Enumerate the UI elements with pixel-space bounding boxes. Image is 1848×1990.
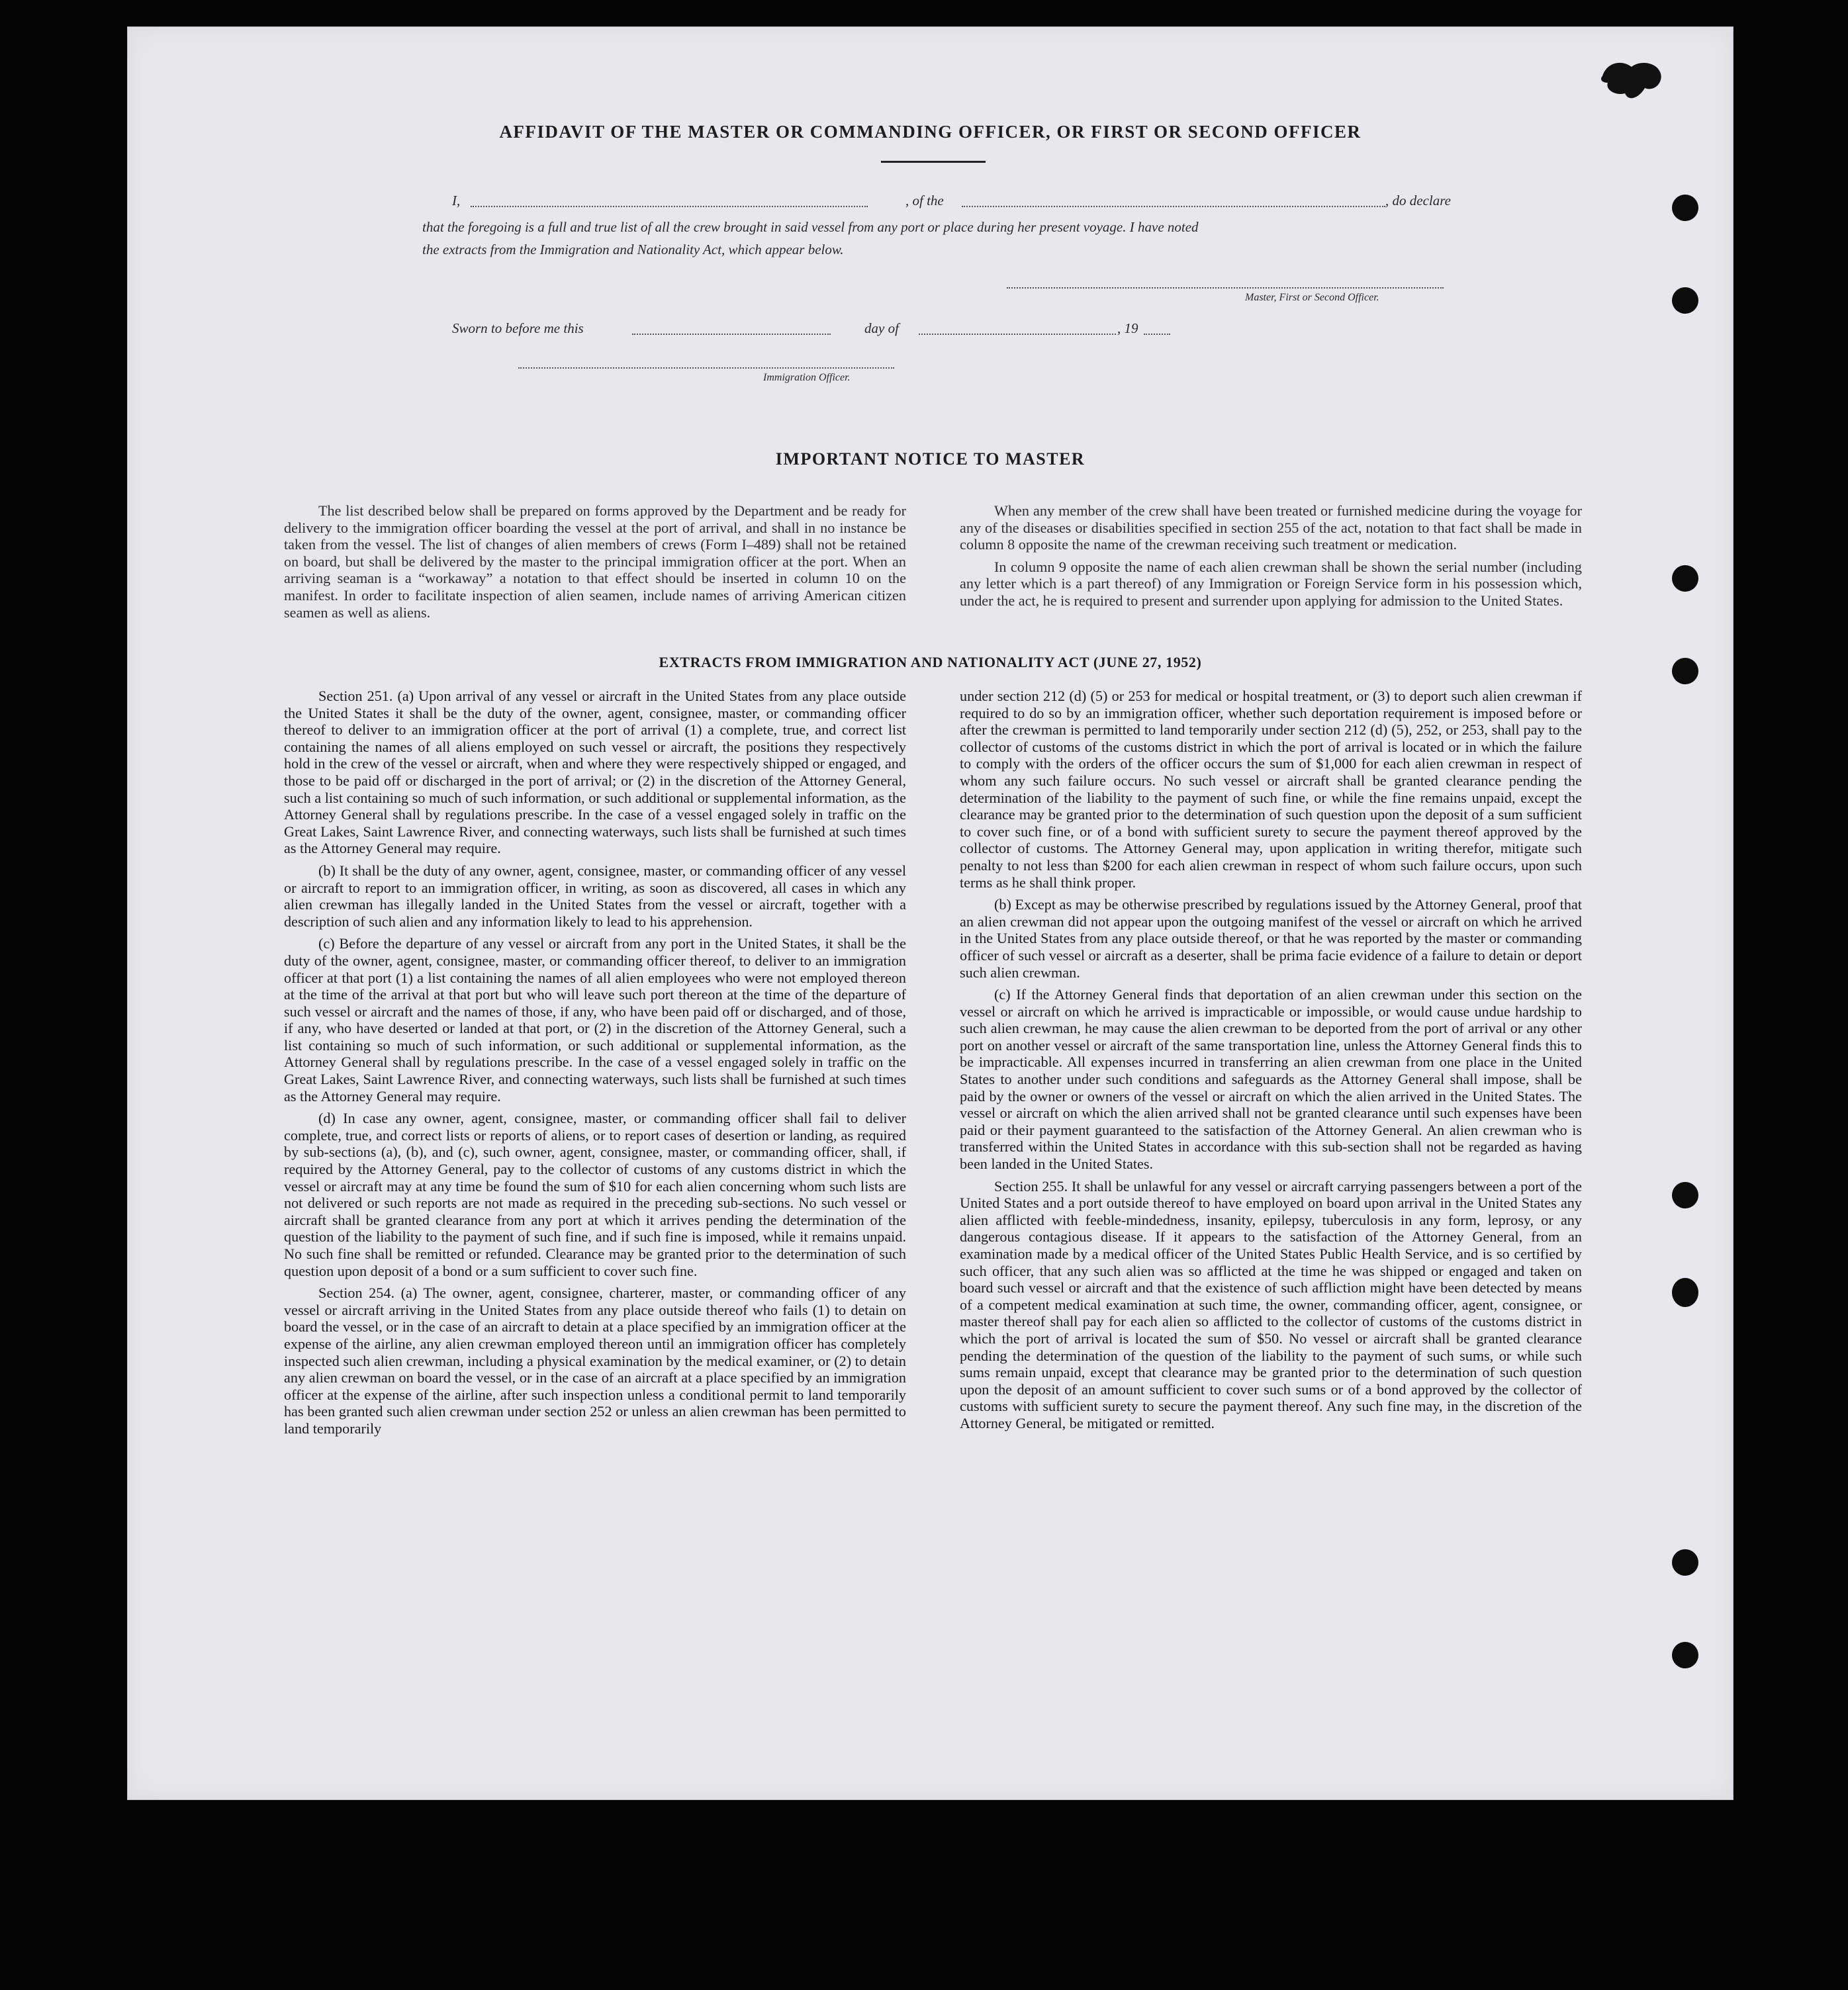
- section-251-b: (b) It shall be the duty of any owner, agent, consignee, master, or commanding officer of any vessel or aircraft to report to an immigration officer, in writing, as soon as discovered, all cases in which any alien crewman has illegally landed in the United States from the vessel or aircraft, together with a description of such alien and any information likely to lead to his apprehension.: [284, 862, 906, 930]
- sworn-year-field[interactable]: [1144, 334, 1170, 335]
- notice-right-column: [960, 502, 1582, 615]
- notice-title: IMPORTANT NOTICE TO MASTER: [775, 449, 1086, 469]
- section-251-a: Section 251. (a) Upon arrival of any vessel or aircraft in the United States from any place outside the United States it shall be the duty of the owner, agent, consignee, master, or commanding officer thereof to deliver to an immigration officer at the port of arrival (1) a complete, true, and correct list containing the names of all aliens employed on such vessel or aircraft, the positions they respectively hold in the crew of the vessel or aircraft, when and where they were respectively shipped or engaged, and those to be paid off or discharged in the port of arrival; or (2) in the discretion of the Attorney General, such a list containing so much of such information, or such additional or supplemental information, as the Attorney General shall by regulations prescribe. In the case of a vessel engaged solely in traffic on the Great Lakes, Saint Lawrence River, and connecting waterways, such lists shall be furnished at such times as the Attorney General may require.: [284, 688, 906, 857]
- ink-blot: [1598, 56, 1665, 109]
- punch-hole: [1672, 1182, 1698, 1208]
- master-caption: Master, First or Second Officer.: [1245, 292, 1379, 303]
- of-the-label: , of the: [905, 193, 944, 208]
- extracts-right-column: [960, 688, 1582, 1437]
- notice-right-paragraph-2: In column 9 opposite the name of each alien crewman shall be shown the serial number (including any letter which is a part thereof) of any Immigration or Foreign Service form in his possession which, under the act, he is required to present and surrender upon applying for admission to the United States.: [960, 558, 1582, 609]
- affidavit-title: AFFIDAVIT OF THE MASTER OR COMMANDING OFFICER, OR FIRST OR SECOND OFFICER: [499, 122, 1362, 142]
- document-page: [127, 26, 1733, 1800]
- i-label: I,: [452, 193, 461, 208]
- section-254-b: (b) Except as may be otherwise prescribed by regulations issued by the Attorney General, proof that an alien crewman did not appear upon the outgoing manifest of the vessel or aircraft on which he arrived in the United States from any place outside thereof, or that he was reported by the master or commanding officer of such vessel or aircraft as a deserter, shall be prima facie evidence of a failure to detain or deport such alien crewman.: [960, 896, 1582, 981]
- section-251-d: (d) In case any owner, agent, consignee, master, or commanding officer shall fail to deliver complete, true, and correct lists or reports of aliens, or to report cases of desertion or landing, as required by sub-sections (a), (b), and (c), such owner, agent, consignee, master, or commanding officer, shall, if required by the Attorney General, pay to the collector of customs of any customs district in which the vessel or aircraft may at any time be found the sum of $10 for each alien concerning whom such lists are not delivered or such reports are not made as required in the preceding sub-sections. No such vessel or aircraft shall be granted clearance from any port at which it arrives pending the determination of the question of the liability to the payment of such fine, and if such fine is imposed, while it remains unpaid. No such fine shall be remitted or refunded. Clearance may be granted prior to the determination of such question upon deposit of a bond or a sum sufficient to cover such fine.: [284, 1110, 906, 1279]
- officer-signature-field[interactable]: [518, 367, 894, 369]
- section-254-a-continued: under section 212 (d) (5) or 253 for medical or hospital treatment, or (3) to deport such alien crewman if required to do so by an immigration officer, whether such deportation requirement is imposed before or after the crewman is permitted to land temporarily under section 212 (d) (5), 252, or 253, shall pay to the collector of customs of the customs district in which the port of arrival is located or in which the failure to comply with the orders of the officer occurs the sum of $1,000 for each alien crewman in respect of whom any such failure occurs. No such vessel or aircraft shall be granted clearance pending the determination of the liability to the payment of such fine, or while the fine remains unpaid, except the clearance may be granted prior to the determination of such question upon the deposit of a sum sufficient to cover such fine, or of a bond with sufficient surety to secure the payment thereof approved by the collector of customs. The Attorney General may, upon application in writing therefor, mitigate such penalty to not less than $200 for each alien crewman in respect of whom such failure occurs, upon such terms as he shall think proper.: [960, 688, 1582, 891]
- sworn-day-field[interactable]: [632, 334, 831, 335]
- sworn-month-field[interactable]: [919, 334, 1116, 335]
- punch-hole: [1672, 287, 1698, 314]
- name-field[interactable]: [471, 206, 868, 207]
- declaration-line-2: the extracts from the Immigration and Nationality Act, which appear below.: [422, 242, 844, 257]
- master-signature-field[interactable]: [1007, 287, 1444, 289]
- sworn-label: Sworn to before me this: [452, 320, 584, 336]
- year-label: , 19: [1117, 320, 1138, 336]
- extracts-left-column: [284, 688, 906, 1443]
- title-rule: [881, 161, 986, 163]
- do-declare-label: , do declare: [1385, 193, 1451, 208]
- punch-hole: [1672, 565, 1698, 592]
- notice-left-paragraph: The list described below shall be prepared on forms approved by the Department and be ready for delivery to the immigration officer boarding the vessel at the port of arrival, and shall in no instance be taken from the vessel. The list of changes of alien members of crews (Form I–489) shall not be retained on board, but shall be delivered by the master to the principal immigration officer at the port. When an arriving seaman is a “workaway” a notation to that effect should be inserted in column 10 on the manifest. In order to facilitate inspection of alien seamen, include names of arriving American citizen seamen as well as aliens.: [284, 502, 906, 621]
- section-251-c: (c) Before the departure of any vessel or aircraft from any port in the United States, it shall be the duty of the owner, agent, consignee, master, or commanding officer thereof, to deliver to an immigration officer at that port (1) a list containing the names of all alien employees who were not employed thereon at the time of the arrival at that port but who will leave such port thereon at the time of the departure of such vessel or aircraft and the names of those, if any, who have been paid off or discharged, and of those, if any, who have deserted or landed at that port, or (2) in the discretion of the Attorney General, such a list containing so much of such information, or such additional or supplemental information, as the Attorney General shall by regulations prescribe. In the case of a vessel engaged solely in traffic on the Great Lakes, Saint Lawrence River, and connecting waterways, such lists shall be furnished at such times as the Attorney General may require.: [284, 935, 906, 1105]
- officer-caption: Immigration Officer.: [763, 372, 851, 383]
- declaration-line-1: that the foregoing is a full and true list of all the crew brought in said vessel from any port or place during her present voyage. I have noted: [422, 219, 1199, 235]
- punch-hole: [1672, 195, 1698, 221]
- section-254-a: Section 254. (a) The owner, agent, consignee, charterer, master, or commanding officer of any vessel or aircraft arriving in the United States from any place outside thereof who fails (1) to detain on board the vessel, or in the case of an aircraft to detain at a place specified by an immigration officer at the expense of the airline, any alien crewman employed thereon until an immigration officer has completely inspected such alien crewman, including a physical examination by the medical examiner, or (2) to detain any alien crewman on board the vessel, or in the case of an aircraft at a place specified by an immigration officer at the expense of the airline, after such inspection unless a conditional permit to land temporarily has been granted such alien crewman under section 252 or unless an alien crewman has been permitted to land temporarily: [284, 1285, 906, 1437]
- punch-hole: [1672, 1278, 1698, 1307]
- notice-left-column: [284, 502, 906, 626]
- notice-right-paragraph-1: When any member of the crew shall have been treated or furnished medicine during the voyage for any of the diseases or disabilities specified in section 255 of the act, notation to that fact shall be made in column 8 opposite the name of the crewman receiving such treatment or medication.: [960, 502, 1582, 553]
- vessel-field[interactable]: [962, 206, 1385, 207]
- day-of-label: day of: [864, 320, 899, 336]
- punch-hole: [1672, 658, 1698, 684]
- extracts-title: EXTRACTS FROM IMMIGRATION AND NATIONALITY ACT (JUNE 27, 1952): [659, 654, 1202, 670]
- section-255: Section 255. It shall be unlawful for any vessel or aircraft carrying passengers between a port of the United States and a port outside thereof to have employed on board upon arrival in the United States any alien afflicted with feeble-mindedness, insanity, epilepsy, tuberculosis in any form, leprosy, or any dangerous contagious disease. If it appears to the satisfaction of the Attorney General, from an examination made by a medical officer of the United States Public Health Service, and is so certified by such officer, that any such alien was so afflicted at the time he was shipped or engaged and taken on board such vessel or aircraft and that the existence of such affliction might have been detected by means of a competent medical examination at such time, the owner, commanding officer, agent, consignee, or master thereof shall pay for each alien so afflicted to the collector of customs of the customs district in which the port of arrival is located the sum of $50. No vessel or aircraft shall be granted clearance pending the determination of the question of the liability to the payment of such sums, or while such sums remain unpaid, except that clearance may be granted prior to the determination of such question upon the deposit of an amount sufficient to cover such sums or of a bond approved by the collector of customs with sufficient surety to secure the payment thereof. Any such fine may, in the discretion of the Attorney General, be mitigated or remitted.: [960, 1177, 1582, 1431]
- punch-hole: [1672, 1549, 1698, 1576]
- punch-hole: [1672, 1642, 1698, 1668]
- section-254-c: (c) If the Attorney General finds that deportation of an alien crewman under this section on the vessel or aircraft on which he arrived is impracticable or impossible, or would cause undue hardship to such alien crewman, he may cause the alien crewman to be deported from the port of arrival or any other port on another vessel or aircraft of the same transportation line, unless the Attorney General finds this to be impracticable. All expenses incurred in transferring an alien crewman from one place in the United States to another under such conditions and safeguards as the Attorney General shall impose, shall be paid by the owner or owners of the vessel or aircraft on which the alien arrived in the United States. The vessel or aircraft on which the alien arrived shall not be granted clearance until such expenses have been paid or their payment guaranteed to the satisfaction of the Attorney General. An alien crewman who is transferred within the United States in accordance with this sub-section shall not be regarded as having been landed in the United States.: [960, 986, 1582, 1173]
